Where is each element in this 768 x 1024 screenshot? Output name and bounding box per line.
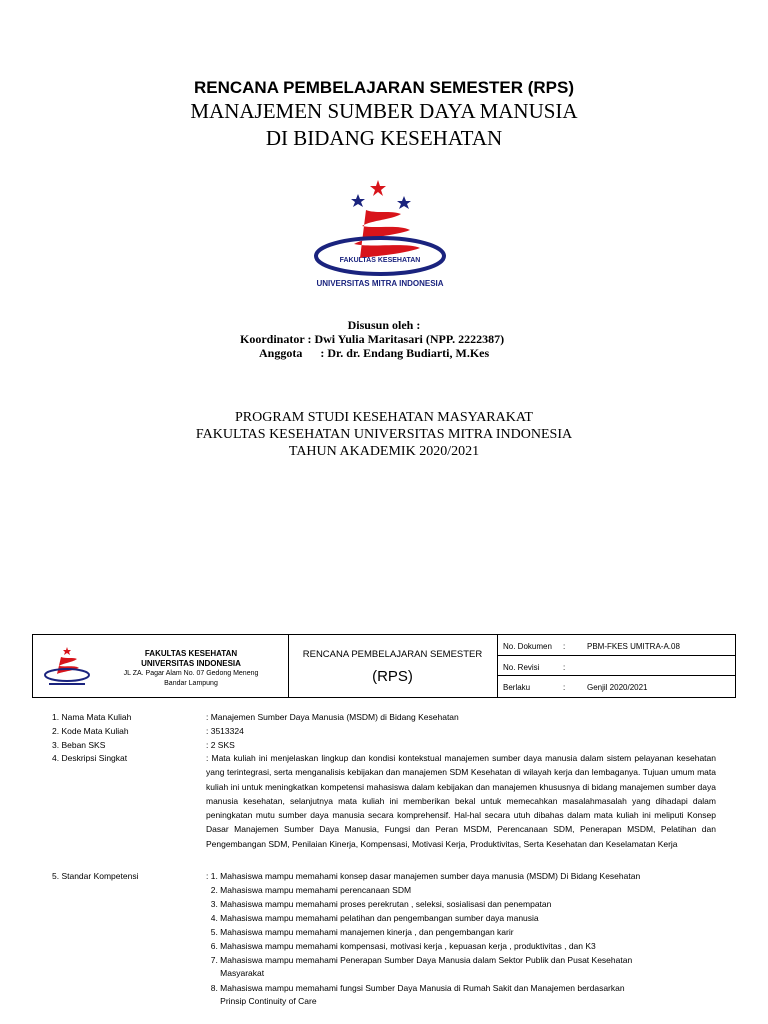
competency-item: 7. Mahasiswa mampu memahami Penerapan Sumber Daya Manusia dalam Sektor Publik dan Pusat Kesehatan [206, 955, 633, 965]
faculty-name: FAKULTAS KESEHATAN UNIVERSITAS MITRA INDONESIA [195, 427, 573, 442]
competency-item: Masyarakat [206, 968, 265, 978]
header-title-cell [288, 635, 498, 697]
header-address-line1: JL ZA. Pagar Alam No. 07 Gedong Meneng [123, 670, 259, 677]
cover-title-field: DI BIDANG KESEHATAN [265, 126, 503, 150]
competency-item: 8. Mahasiswa mampu memahami fungsi Sumber Daya Manusia di Rumah Sakit dan Manajemen berdasarkan [206, 983, 625, 993]
meta-sep: : [563, 683, 566, 692]
header-institution-cell [33, 635, 289, 697]
university-logo [306, 174, 466, 294]
logo-faculty-text: FAKULTAS KESEHATAN [339, 257, 421, 264]
meta-row-document-number [497, 635, 735, 656]
course-name-label: 1. Nama Mata Kuliah [52, 712, 132, 722]
logo-university-text: UNIVERSITAS MITRA INDONESIA [316, 279, 444, 288]
cover-title-course: MANAJEMEN SUMBER DAYA MANUSIA [190, 99, 578, 123]
course-code-label: 2. Kode Mata Kuliah [52, 726, 129, 736]
header-doc-abbr: (RPS) [372, 668, 413, 685]
header-faculty: FAKULTAS KESEHATAN [144, 649, 238, 658]
prepared-by-label: Disusun oleh : [347, 318, 421, 332]
competency-item: : 1. Mahasiswa mampu memahami konsep dasar manajemen sumber daya manusia (MSDM) Di Bidang Kesehatan [206, 871, 641, 881]
academic-year: TAHUN AKADEMIK 2020/2021 [288, 444, 480, 459]
meta-sep: : [563, 663, 566, 672]
competency-item: 4. Mahasiswa mampu memahami pelatihan dan pengembangan sumber daya manusia [206, 913, 539, 923]
meta-sep: : [563, 642, 566, 651]
member-line: Anggota : Dr. dr. Endang Budiarti, M.Kes [259, 346, 490, 360]
credits-value: : 2 SKS [206, 740, 235, 750]
header-logo [41, 645, 93, 689]
program-name: PROGRAM STUDI KESEHATAN MASYARAKAT [235, 410, 533, 425]
header-university: UNIVERSITAS INDONESIA [141, 659, 241, 668]
competency-label: 5. Standar Kompetensi [52, 871, 139, 881]
meta-key: No. Revisi [503, 663, 540, 672]
description-text: : Mata kuliah ini menjelaskan lingkup dan kondisi kontekstual manajemen sumber daya manusia dalam sistem pelayanan kesehatan yang terintegrasi, serta menganalisis kebijakan dan manajemen SDM Kesehatan di wilayah kerja dan lembaganya. Tujuan umum mata kuliah ini untuk meningkatkan kompetensi mahasiswa dalam kebijakan dan manajemen khususnya di bidang manajemen sumber daya manusia kesehatan, selanjutnya mata kuliah ini memberikan bekal untuk memecahkan masalahmasalah yang dihadapi dalam peningkatan mutu sumber daya manusia secara komprehensif. Hal-hal secara utuh dibahas dalam mata kuliah ini meliputi Konsep Dasar Manajemen Sumber Daya Manusia, Fungsi dan Peran MSDM, Perencanaan SDM, Penerapan MSDM, Pelatihan dan Pengembangan SDM, Penilaian Kinerja, Kompensasi, Motivasi Kerja, Produktivitas, Serta Kesehatan dan Keselamatan Kerja [206, 753, 716, 849]
course-name-value: : Manajemen Sumber Daya Manusia (MSDM) di Bidang Kesehatan [206, 712, 459, 722]
header-doc-title: RENCANA PEMBELAJARAN SEMESTER [302, 649, 483, 660]
competency-item: Prinsip Continuity of Care [206, 996, 317, 1006]
meta-row-valid [497, 676, 735, 696]
coordinator-line: Koordinator : Dwi Yulia Maritasari (NPP. 2222387) [240, 332, 505, 346]
header-meta-cell [497, 635, 735, 697]
competency-item: 2. Mahasiswa mampu memahami perencanaan SDM [206, 885, 412, 895]
header-address-line2: Bandar Lampung [164, 680, 218, 687]
description-label: 4. Deskripsi Singkat [52, 753, 128, 763]
credits-label: 3. Beban SKS [52, 740, 106, 750]
document-header-table [32, 634, 736, 698]
meta-value: PBM-FKES UMITRA-A.08 [587, 642, 680, 651]
cover-title-rps: RENCANA PEMBELAJARAN SEMESTER (RPS) [193, 78, 574, 97]
competency-item: 6. Mahasiswa mampu memahami kompensasi, motivasi kerja , kepuasan kerja , produktivitas , dan K3 [206, 941, 596, 951]
meta-key: Berlaku [503, 683, 531, 692]
meta-value: Genjil 2020/2021 [587, 683, 648, 692]
logo-graphic [306, 174, 466, 294]
meta-key: No. Dokumen [503, 642, 552, 651]
competency-item: 5. Mahasiswa mampu memahami manajemen kinerja , dan pengembangan karir [206, 927, 514, 937]
competency-item: 3. Mahasiswa mampu memahami proses perekrutan , seleksi, sosialisasi dan penempatan [206, 899, 552, 909]
meta-row-revision [497, 656, 735, 676]
course-code-value: : 3513324 [206, 726, 244, 736]
